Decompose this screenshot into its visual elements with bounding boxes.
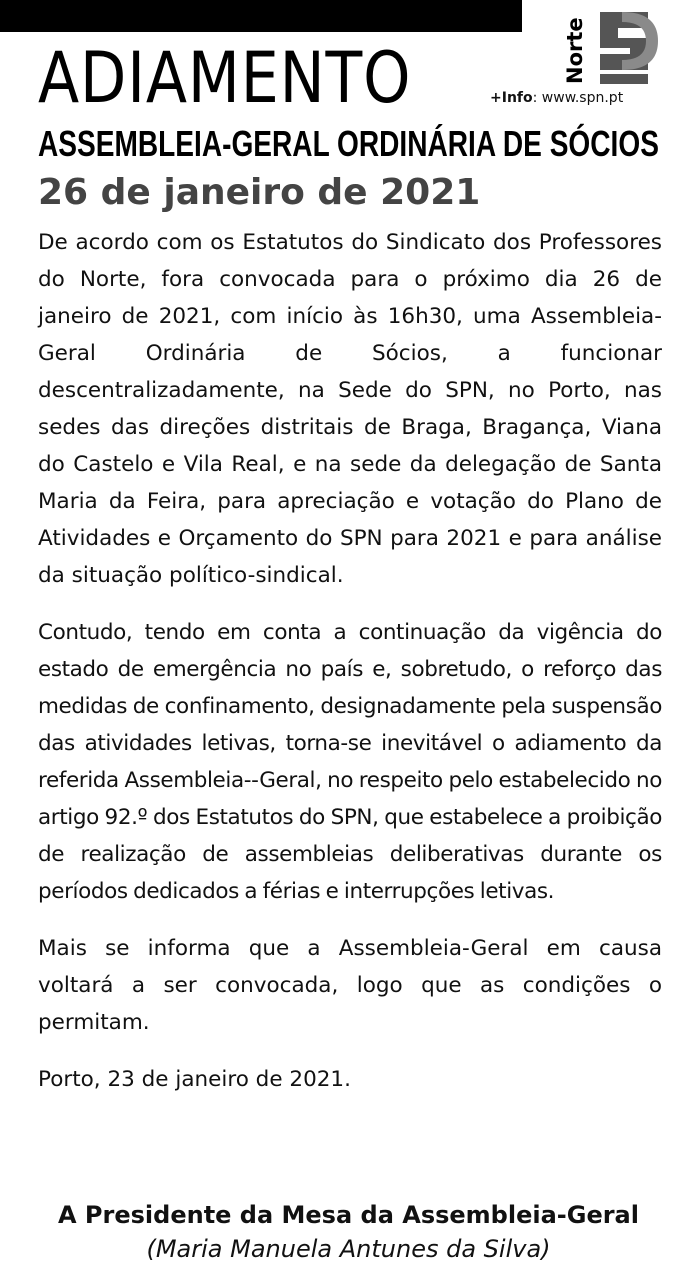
- headline: ADIAMENTO: [38, 37, 412, 119]
- info-line: [490, 89, 623, 107]
- meeting-date: 26 de janeiro de 2021: [38, 172, 481, 213]
- info-url: : www.spn.pt: [532, 90, 624, 106]
- info-label: +Info: [490, 90, 533, 106]
- spn-logo-mark: [600, 12, 658, 84]
- place-date: Porto, 23 de janeiro de 2021.: [38, 1067, 351, 1092]
- subheadline: ASSEMBLEIA-GERAL ORDINÁRIA DE SÓCIOS: [38, 123, 659, 164]
- signatory-role: A Presidente da Mesa da Assembleia-Geral: [58, 1201, 639, 1229]
- top-black-bar: [0, 0, 522, 32]
- logo-norte-text: Norte: [563, 17, 587, 84]
- paragraph-postponement: Contudo, tendo em conta a continuação da vigência do estado de emergência no país e, sobretudo, o reforço das medidas de confinamento, designadamente pela suspensão das atividades letivas, torna-se inevitável o adiamento da referida Assembleia--Geral, no respeito pelo estabelecido no artigo 92.º dos Estatutos do SPN, que estabelece a proibição de realização de assembleias deliberativas durante os períodos dedicados a férias e interrupções letivas.: [38, 620, 662, 904]
- signature-block: [0, 1198, 697, 1266]
- paragraph-convocation: De acordo com os Estatutos do Sindicato dos Professores do Norte, fora convocada para o próximo dia 26 de janeiro de 2021, com início às 16h30, uma Assembleia-Geral Ordinária de Sócios, a funcionar descentralizadamente, na Sede do SPN, no Porto, nas sedes das direções distritais de Braga, Bragança, Viana do Castelo e Vila Real, e na sede da delegação de Santa Maria da Feira, para apreciação e votação do Plano de Atividades e Orçamento do SPN para 2021 e para análise da situação político-sindical.: [38, 230, 662, 588]
- notice-body: [38, 224, 662, 1118]
- paragraph-reconvene: Mais se informa que a Assembleia-Geral em causa voltará a ser convocada, logo que as condições o permitam.: [38, 936, 662, 1035]
- spn-logo: [560, 4, 660, 92]
- signatory-name: (Maria Manuela Antunes da Silva): [146, 1235, 551, 1263]
